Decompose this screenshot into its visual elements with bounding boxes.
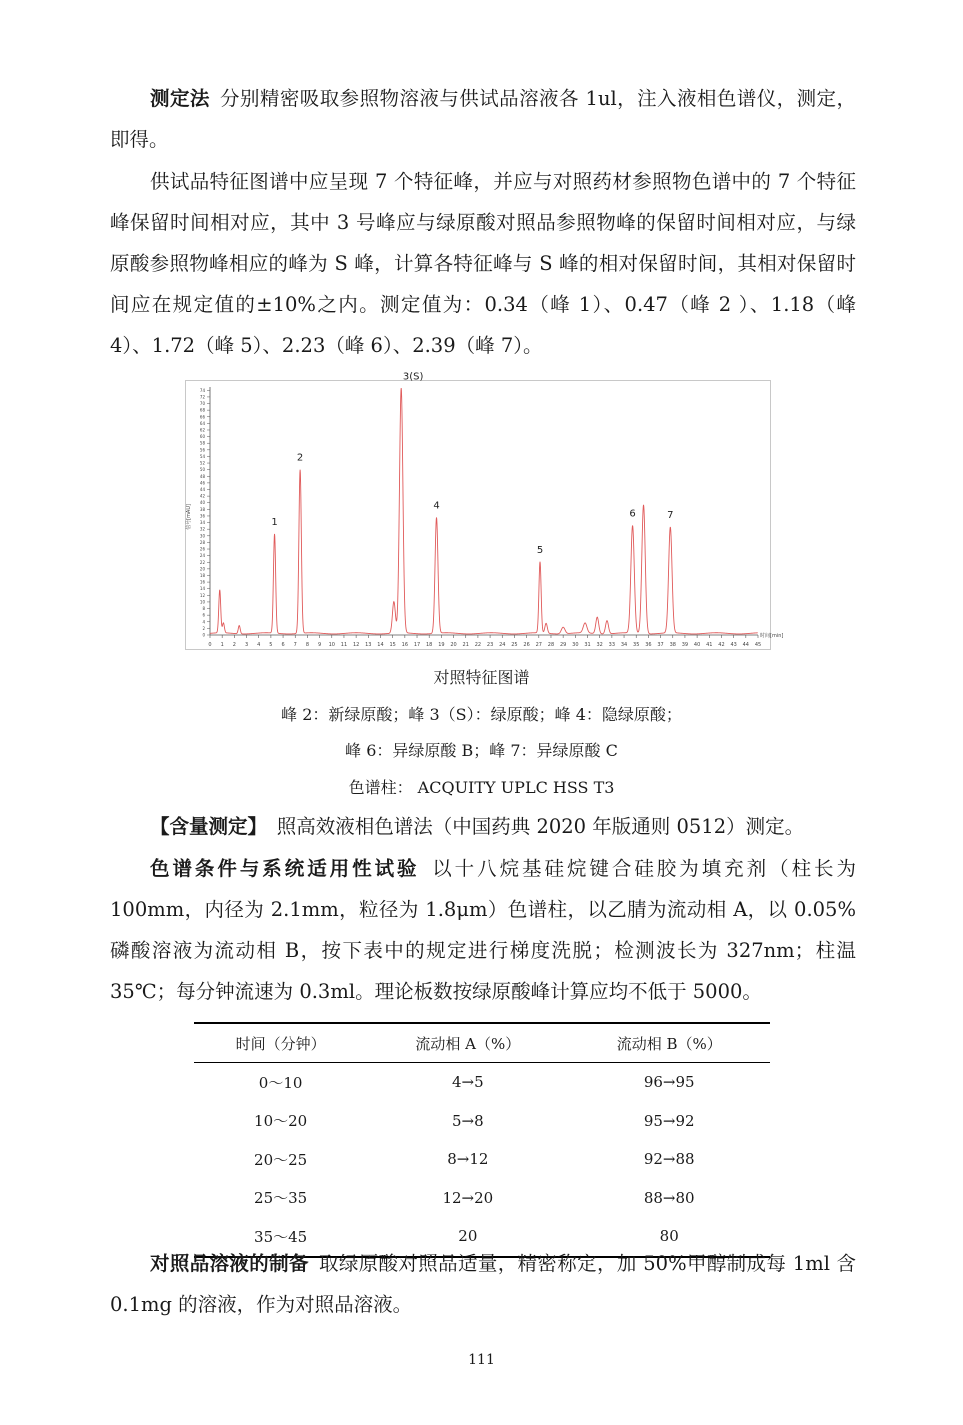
reference-solution-label: 对照品溶液的制备	[150, 1252, 309, 1275]
x-tick-label: 27	[535, 642, 542, 648]
gradient-table	[194, 1022, 770, 1258]
y-tick-label: 70	[199, 401, 205, 407]
method-label: 测定法	[150, 87, 210, 110]
x-tick-label: 14	[377, 642, 384, 648]
x-tick-label: 30	[572, 642, 579, 648]
x-tick-label: 2	[232, 642, 236, 648]
chromatogram-chart	[186, 371, 784, 649]
y-tick-label: 4	[202, 619, 205, 625]
y-tick-label: 54	[199, 453, 205, 459]
x-tick-label: 42	[718, 642, 725, 648]
y-tick-label: 0	[202, 632, 205, 638]
y-tick-label: 50	[199, 467, 205, 473]
y-tick-label: 44	[199, 487, 205, 493]
x-tick-label: 11	[340, 642, 348, 648]
x-tick-label: 5	[269, 642, 273, 648]
paragraph-reference-solution	[110, 1243, 856, 1325]
x-tick-label: 3	[244, 642, 249, 648]
table-cell: 25～35	[254, 1189, 308, 1208]
x-tick-label: 7	[293, 642, 297, 648]
method-text: 分别精密吸取参照物溶液与供试品溶液各 1ul，注入液相色谱仪，测定，即得。	[110, 87, 856, 151]
x-tick-label: 38	[669, 642, 676, 648]
x-tick-label: 21	[462, 642, 469, 648]
reference-solution-text: 取绿原酸对照品适量，精密称定，加 50%甲醇制成每 1ml 含 0.1mg 的溶液，作为对照品溶液。	[110, 1252, 856, 1316]
y-tick-label: 62	[199, 427, 205, 433]
chromatogram-trace	[210, 388, 758, 634]
x-tick-label: 37	[657, 642, 664, 648]
figure-legend-line1: 峰 2：新绿原酸；峰 3（S）：绿原酸；峰 4：隐绿原酸；	[281, 705, 682, 724]
y-tick-label: 2	[202, 625, 205, 631]
x-tick-label: 34	[620, 642, 628, 648]
y-tick-label: 14	[199, 586, 205, 592]
figure-column-info: 色谱柱： ACQUITY UPLC HSS T3	[348, 778, 615, 797]
y-tick-label: 64	[199, 420, 205, 426]
table-header-cell: 时间（分钟）	[194, 1023, 367, 1063]
table-cell: 88→80	[643, 1188, 695, 1207]
assay-label: 【含量测定】	[150, 815, 268, 838]
y-tick-label: 60	[199, 434, 205, 440]
y-tick-label: 48	[199, 473, 205, 479]
table-header-cell: 流动相 B（%）	[568, 1023, 770, 1063]
y-tick-label: 32	[199, 526, 205, 532]
x-tick-label: 44	[742, 642, 750, 648]
x-tick-label: 15	[389, 642, 396, 648]
y-tick-label: 34	[199, 520, 205, 526]
table-row	[194, 1102, 770, 1141]
x-tick-label: 13	[365, 642, 372, 648]
y-tick-label: 8	[202, 606, 205, 612]
y-tick-label: 52	[199, 460, 205, 466]
y-tick-label: 10	[199, 599, 205, 605]
peak-label: 3(S)	[402, 371, 424, 383]
table-cell: 0～10	[258, 1073, 303, 1092]
x-tick-label: 6	[281, 642, 285, 648]
x-tick-label: 29	[559, 642, 567, 648]
x-tick-label: 33	[608, 642, 616, 648]
page-number: 111	[468, 1352, 495, 1368]
x-tick-label: 43	[730, 642, 737, 648]
x-tick-label: 28	[547, 642, 555, 648]
x-tick-label: 0	[208, 642, 212, 648]
x-tick-label: 8	[305, 642, 310, 648]
x-tick-label: 18	[426, 642, 433, 648]
y-tick-label: 40	[199, 500, 205, 506]
y-tick-label: 66	[199, 414, 205, 420]
y-tick-label: 74	[199, 387, 205, 393]
table-cell: 95→92	[643, 1111, 695, 1130]
y-tick-label: 68	[199, 407, 205, 413]
paragraph-assay	[110, 806, 856, 847]
peak-label: 6	[629, 508, 636, 520]
table-cell: 80	[568, 1217, 770, 1257]
y-tick-label: 16	[199, 579, 205, 585]
x-tick-label: 24	[499, 642, 506, 648]
y-tick-label: 30	[199, 533, 205, 539]
y-tick-label: 46	[199, 480, 205, 486]
table-cell: 20	[367, 1217, 568, 1257]
x-tick-label: 1	[220, 642, 224, 648]
peak-label: 4	[433, 500, 440, 512]
figure-legend-line2: 峰 6：异绿原酸 B；峰 7：异绿原酸 C	[345, 741, 618, 760]
y-tick-label: 6	[202, 612, 205, 618]
y-tick-label: 58	[199, 440, 205, 446]
y-tick-label: 26	[199, 546, 205, 552]
x-tick-label: 41	[706, 642, 713, 648]
x-tick-label: 26	[523, 642, 530, 648]
table-header-cell: 流动相 A（%）	[367, 1023, 568, 1063]
x-tick-label: 16	[401, 642, 409, 648]
table-cell: 35～45	[194, 1217, 367, 1257]
y-tick-label: 42	[199, 493, 205, 499]
table-cell: 20～25	[254, 1150, 308, 1169]
table-header-row	[194, 1023, 770, 1063]
peak-label: 5	[536, 544, 544, 556]
y-tick-label: 22	[199, 559, 205, 565]
table-cell: 96→95	[643, 1073, 695, 1092]
y-tick-label: 38	[199, 506, 205, 512]
table-row	[194, 1063, 770, 1102]
assay-text: 照高效液相色谱法（中国药典 2020 年版通则 0512）测定。	[276, 815, 805, 838]
paragraph-conditions	[110, 848, 856, 1012]
table-row	[194, 1179, 770, 1218]
table-cell: 8→12	[447, 1150, 489, 1169]
peak-label: 2	[296, 452, 304, 464]
table-row	[194, 1140, 770, 1179]
conditions-label: 色谱条件与系统适用性试验	[150, 857, 420, 880]
table-cell: 92→88	[643, 1150, 695, 1169]
x-tick-label: 31	[584, 642, 591, 648]
x-tick-label: 35	[633, 642, 640, 648]
x-tick-label: 12	[352, 642, 360, 648]
x-tick-label: 22	[474, 642, 482, 648]
conditions-text: 以十八烷基硅烷键合硅胶为填充剂（柱长为 100mm，内径为 2.1mm，粒径为 1.8μm）色谱柱，以乙腈为流动相 A，以 0.05%磷酸溶液为流动相 B，按下表中的规定进行梯度洗脱；检测波长为 327nm；柱温 35℃；每分钟流速为 0.3ml。理论板数按绿原酸峰计算应均不低于 5000。	[110, 857, 856, 1003]
y-tick-label: 28	[199, 539, 205, 545]
y-tick-label: 36	[199, 513, 205, 519]
paragraph-method	[110, 78, 856, 160]
y-tick-label: 12	[199, 592, 205, 598]
x-tick-label: 23	[486, 642, 494, 648]
x-tick-label: 32	[596, 642, 603, 648]
peak-label: 1	[271, 516, 278, 528]
x-tick-label: 9	[318, 642, 322, 648]
x-tick-label: 4	[257, 642, 261, 648]
y-tick-label: 24	[199, 553, 205, 559]
x-tick-label: 25	[511, 642, 518, 648]
table-cell: 12→20	[442, 1188, 494, 1207]
table-cell: 10～20	[254, 1112, 308, 1131]
x-tick-label: 10	[328, 642, 335, 648]
x-tick-label: 36	[645, 642, 652, 648]
x-axis-label: 时间[min]	[760, 633, 784, 639]
x-tick-label: 40	[693, 642, 701, 648]
table-cell: 5→8	[452, 1111, 484, 1130]
y-axis-label: 信号[mAU]	[186, 504, 192, 530]
y-tick-label: 18	[199, 572, 205, 578]
x-tick-label: 39	[681, 642, 689, 648]
peak-label: 7	[667, 510, 674, 522]
x-tick-label: 20	[450, 642, 457, 648]
figure-title: 对照特征图谱	[433, 668, 530, 687]
y-tick-label: 56	[199, 447, 205, 453]
table-cell: 4→5	[452, 1073, 484, 1092]
y-tick-label: 72	[199, 394, 205, 400]
x-tick-label: 45	[754, 642, 762, 648]
paragraph-fingerprint: 供试品特征图谱中应呈现 7 个特征峰，并应与对照药材参照物色谱中的 7 个特征峰保留时间相对应，其中 3 号峰应与绿原酸对照品参照物峰的保留时间相对应，与绿原酸参照物峰相应的峰为 S 峰，计算各特征峰与 S 峰的相对保留时间，其相对保留时间应在规定值的±10%之内。测定值为：0.34（峰 1）、0.47（峰 2 ）、1.18（峰 4）、1.72（峰 5）、2.23（峰 6）、2.39（峰 7）。	[110, 170, 856, 357]
chromatogram-figure	[185, 371, 784, 650]
x-tick-label: 19	[438, 642, 445, 648]
x-tick-label: 17	[413, 642, 421, 648]
y-tick-label: 20	[199, 566, 205, 572]
